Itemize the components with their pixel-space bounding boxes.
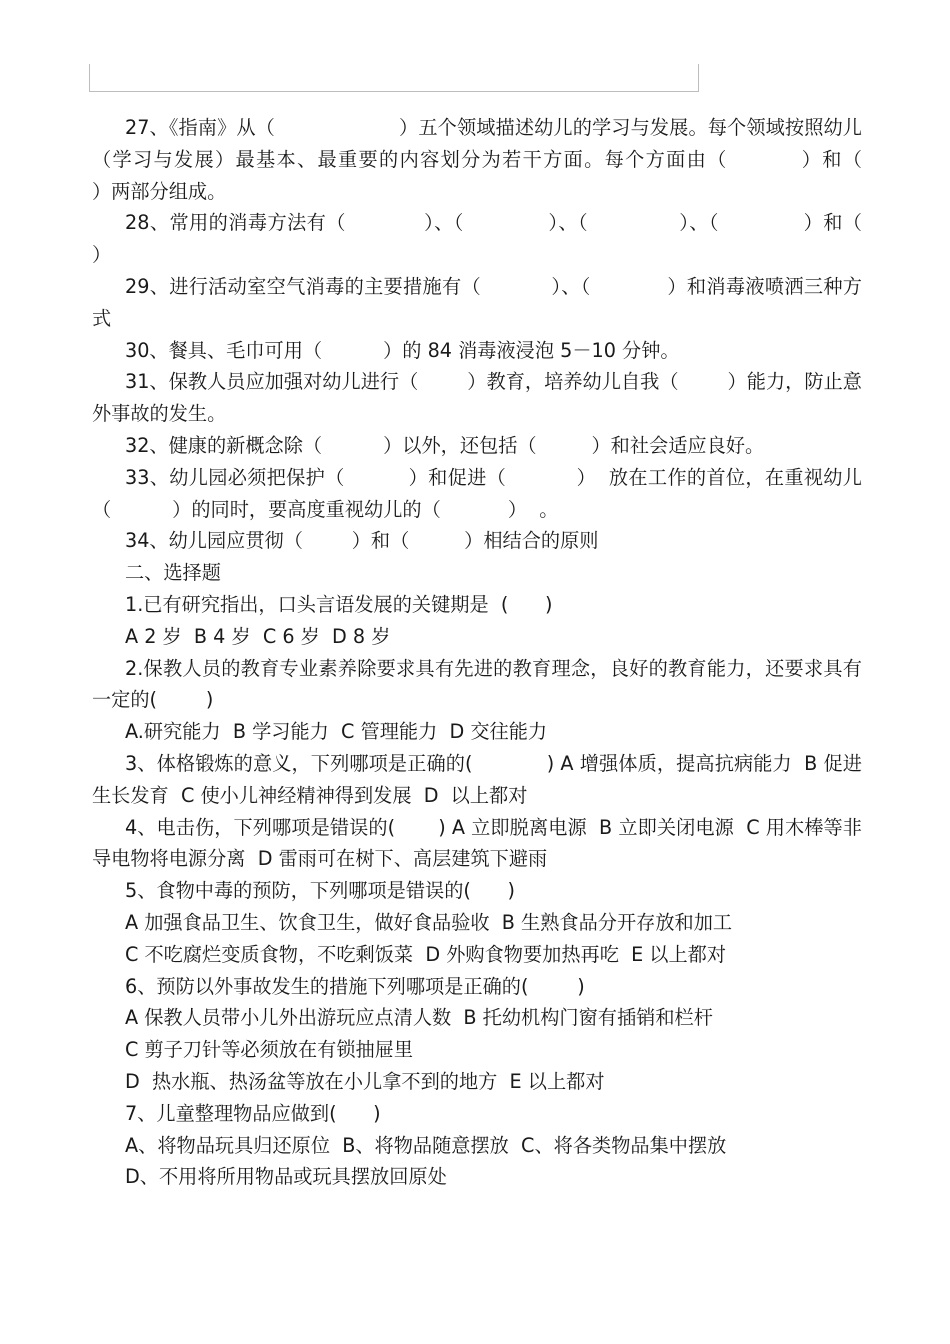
document-paragraph: A、将物品玩具归还原位 B、将物品随意摆放 C、将各类物品集中摆放 (125, 1133, 727, 1157)
document-paragraph: 1.已有研究指出，口头言语发展的关键期是 ( ) (125, 592, 553, 616)
document-paragraph: 32、健康的新概念除（ ）以外，还包括（ ）和社会适应良好。 (125, 433, 765, 457)
document-paragraph: 7、儿童整理物品应做到( ) (125, 1101, 381, 1125)
document-paragraph: A.研究能力 B 学习能力 C 管理能力 D 交往能力 (125, 720, 548, 744)
document-paragraph: 3、体格锻炼的意义，下列哪项是正确的( ) A 增强体质，提高抗病能力 B 促进生长发育 C 使小儿神经精神得到发展 D 以上都对 (92, 751, 862, 807)
document-paragraph: C 不吃腐烂变质食物，不吃剩饭菜 D 外购食物要加热再吃 E 以上都对 (125, 942, 727, 966)
top-table-border (89, 64, 699, 92)
document-paragraph: A 保教人员带小儿外出游玩应点清人数 B 托幼机构门窗有插销和栏杆 (125, 1006, 713, 1030)
document-paragraph: 31、保教人员应加强对幼儿进行（ ）教育，培养幼儿自我（ ）能力，防止意外事故的发生。 (92, 370, 862, 426)
document-paragraph: D、不用将所用物品或玩具摆放回原处 (125, 1165, 447, 1189)
document-paragraph: 2.保教人员的教育专业素养除要求具有先进的教育理念，良好的教育能力，还要求具有一定的( ) (92, 656, 862, 712)
document-paragraph: 27、《指南》从（ ）五个领域描述幼儿的学习与发展。每个领域按照幼儿（学习与发展）最基本、最重要的内容划分为若干方面。每个方面由（ ）和（ ）两部分组成。 (92, 116, 936, 203)
document-paragraph: 二、选择题 (125, 561, 221, 585)
document-paragraph: 6、预防以外事故发生的措施下列哪项是正确的( ) (125, 974, 585, 998)
document-paragraph: 4、电击伤，下列哪项是错误的( ) A 立即脱离电源 B 立即关闭电源 C 用木棒等非导电物将电源分离 D 雷雨可在树下、高层建筑下避雨 (92, 815, 862, 871)
document-paragraph: 5、食物中毒的预防，下列哪项是错误的( ) (125, 879, 515, 903)
document-paragraph: D 热水瓶、热汤盆等放在小儿拿不到的地方 E 以上都对 (125, 1069, 605, 1093)
document-paragraph: 29、进行活动室空气消毒的主要措施有（ ）、（ ）和消毒液喷洒三种方式 (92, 274, 862, 330)
document-paragraph: 28、常用的消毒方法有（ ）、（ ）、（ ）、（ ）和（ ） (92, 211, 942, 267)
document-paragraph: A 2 岁 B 4 岁 C 6 岁 D 8 岁 (125, 624, 391, 648)
document-paragraph: 33、幼儿园必须把保护（ ）和促进（ ） 放在工作的首位，在重视幼儿（ ）的同时，要高度重视幼儿的（ ） 。 (92, 465, 862, 521)
document-body (92, 112, 942, 1193)
document-paragraph: A 加强食品卫生、饮食卫生，做好食品验收 B 生熟食品分开存放和加工 (125, 910, 733, 934)
document-paragraph: 30、餐具、毛巾可用（ ）的 84 消毒液浸泡 5－10 分钟。 (125, 338, 680, 362)
document-paragraph: C 剪子刀针等必须放在有锁抽屉里 (125, 1038, 414, 1062)
document-paragraph: 34、幼儿园应贯彻（ ）和（ ）相结合的原则 (125, 529, 599, 553)
